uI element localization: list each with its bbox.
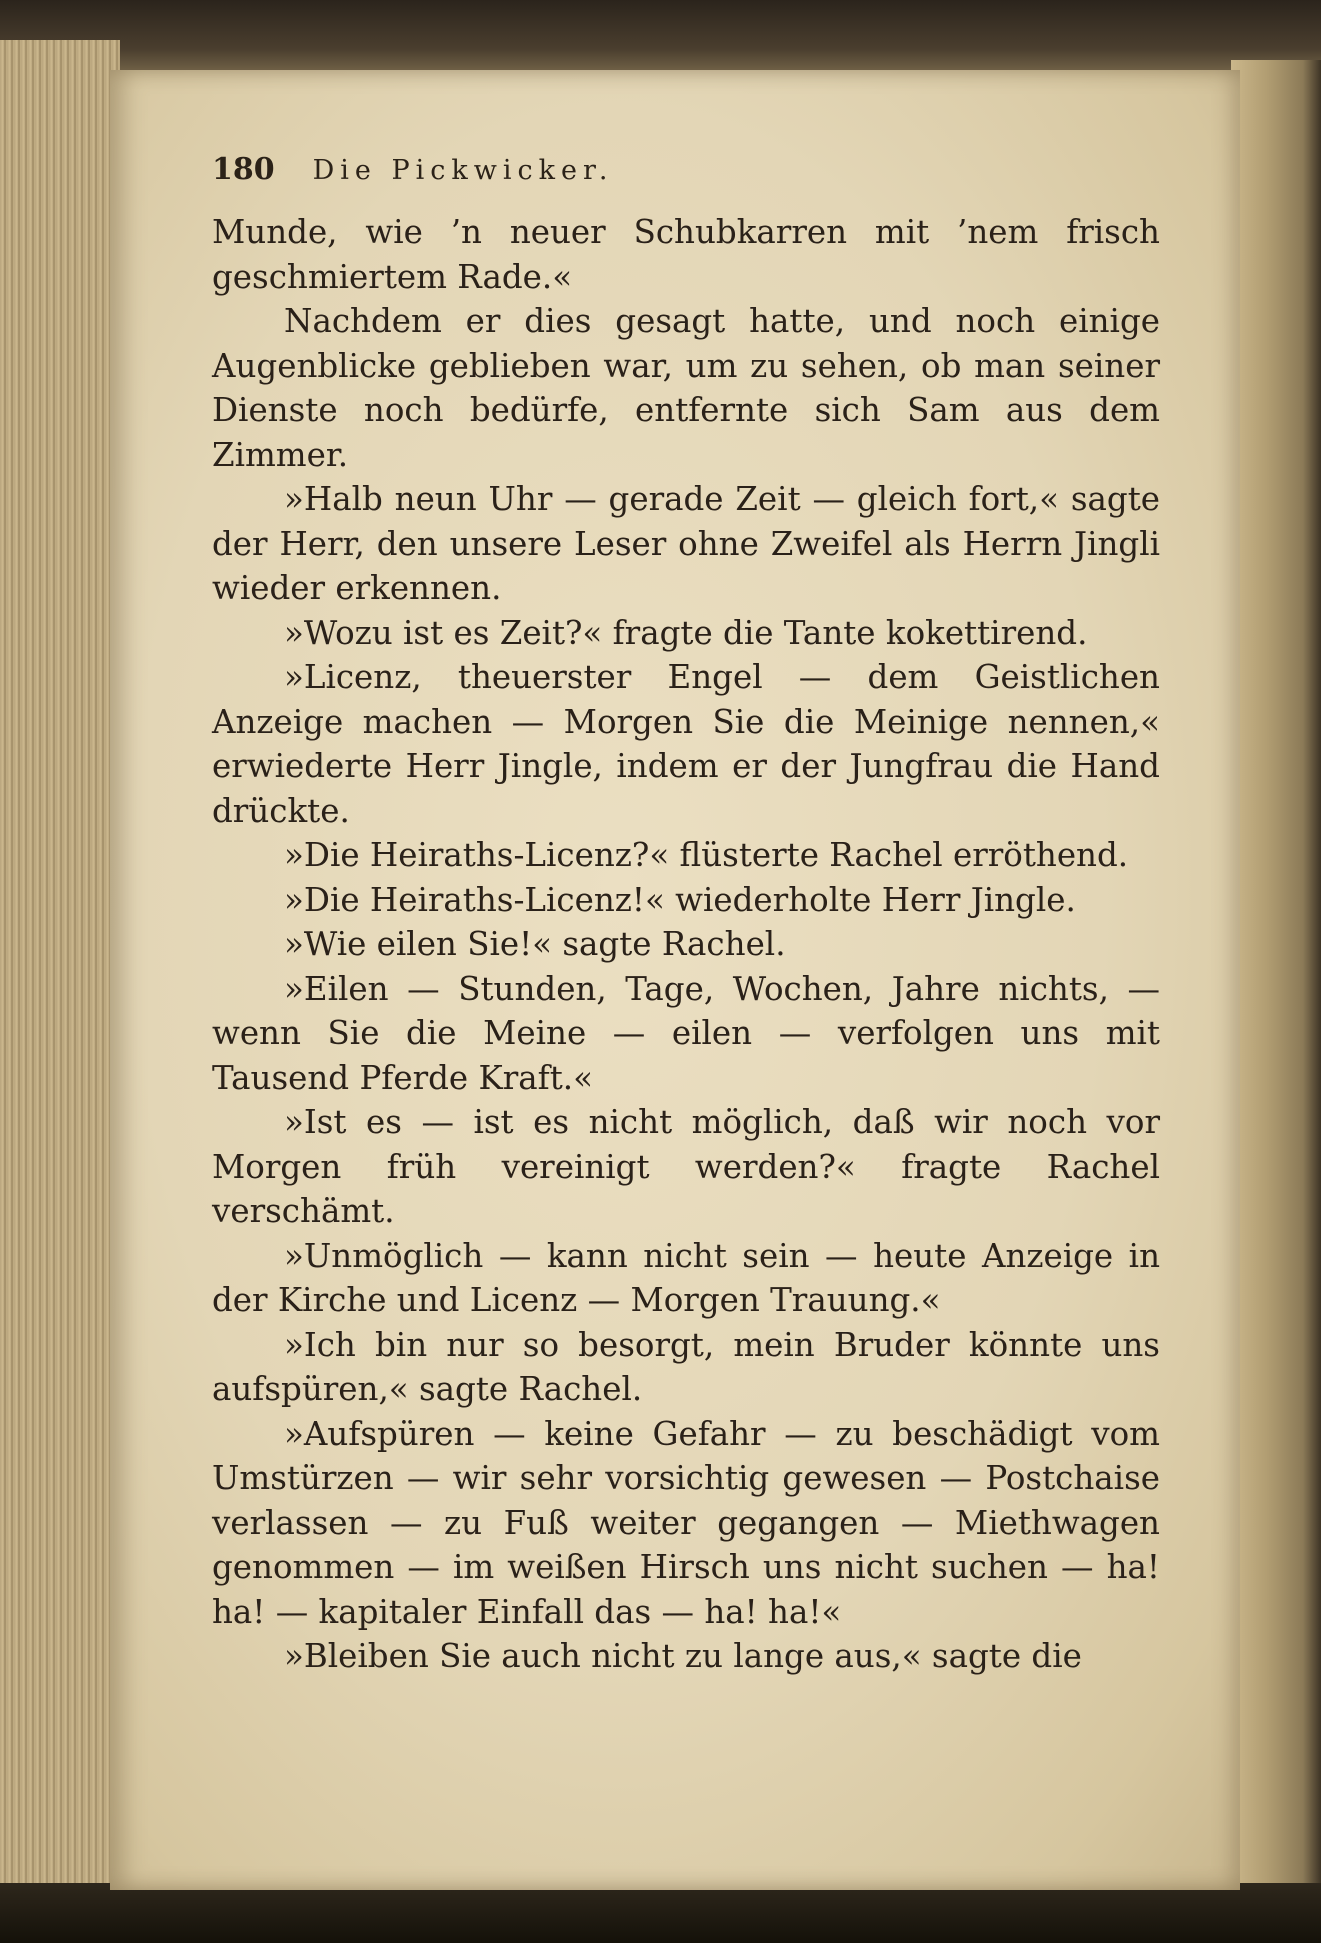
paragraph: »Eilen — Stunden, Tage, Wochen, Jahre nichts, — wenn Sie die Meine — eilen — verfolgen uns mit Tausend Pferde Kraft.«	[212, 969, 1160, 1097]
top-edge-shadow	[0, 0, 1321, 70]
running-header	[212, 152, 872, 187]
paragraph: »Bleiben Sie auch nicht zu lange aus,« sagte die	[284, 1637, 1082, 1675]
paragraph: »Die Heiraths-Licenz?« flüsterte Rachel erröthend.	[284, 836, 1129, 874]
page-stack-edges	[0, 40, 120, 1900]
paragraph: »Wie eilen Sie!« sagte Rachel.	[284, 925, 786, 963]
page-number: 180	[212, 152, 275, 187]
book-spine-edge	[1231, 60, 1321, 1920]
paragraph: »Ist es — ist es nicht möglich, daß wir noch vor Morgen früh vereinigt werden?« fragte Rachel verschämt.	[212, 1103, 1160, 1230]
paragraph: »Licenz, theuerster Engel — dem Geistlichen Anzeige machen — Morgen Sie die Meinige nennen,« erwiederte Herr Jingle, indem er der Jungfrau die Hand drückte.	[212, 658, 1160, 830]
bottom-edge-shadow	[0, 1883, 1321, 1943]
running-title: Die Pickwicker.	[312, 155, 614, 186]
paragraph: »Die Heiraths-Licenz!« wiederholte Herr Jingle.	[284, 880, 1076, 919]
paragraph: »Wozu ist es Zeit?« fragte die Tante kokettirend.	[284, 613, 1088, 652]
paragraph: »Unmöglich — kann nicht sein — heute Anzeige in der Kirche und Licenz — Morgen Trauung.«	[212, 1236, 1160, 1319]
paragraph: »Aufspüren — keine Gefahr — zu beschädigt vom Umstürzen — wir sehr vorsichtig gewesen — Postchaise verlassen — zu Fuß weiter gegangen — Miethwagen genommen — im weißen Hirsch uns nicht suchen — ha! ha! — kapitaler Einfall das — ha! ha!«	[212, 1414, 1160, 1631]
body-text	[212, 210, 1160, 1679]
paragraph: »Ich bin nur so besorgt, mein Bruder könnte uns aufspüren,« sagte Rachel.	[212, 1325, 1160, 1408]
paragraph: Munde, wie ’n neuer Schubkarren mit ’nem frisch geschmiertem Rade.«	[212, 213, 1160, 296]
paragraph: »Halb neun Uhr — gerade Zeit — gleich fort,« sagte der Herr, den unsere Leser ohne Zweifel als Herrn Jingli wieder erkennen.	[212, 480, 1160, 607]
paragraph: Nachdem er dies gesagt hatte, und noch einige Augenblicke geblieben war, um zu sehen, ob man seiner Dienste noch bedürfe, entfernte sich Sam aus dem Zimmer.	[212, 302, 1160, 474]
